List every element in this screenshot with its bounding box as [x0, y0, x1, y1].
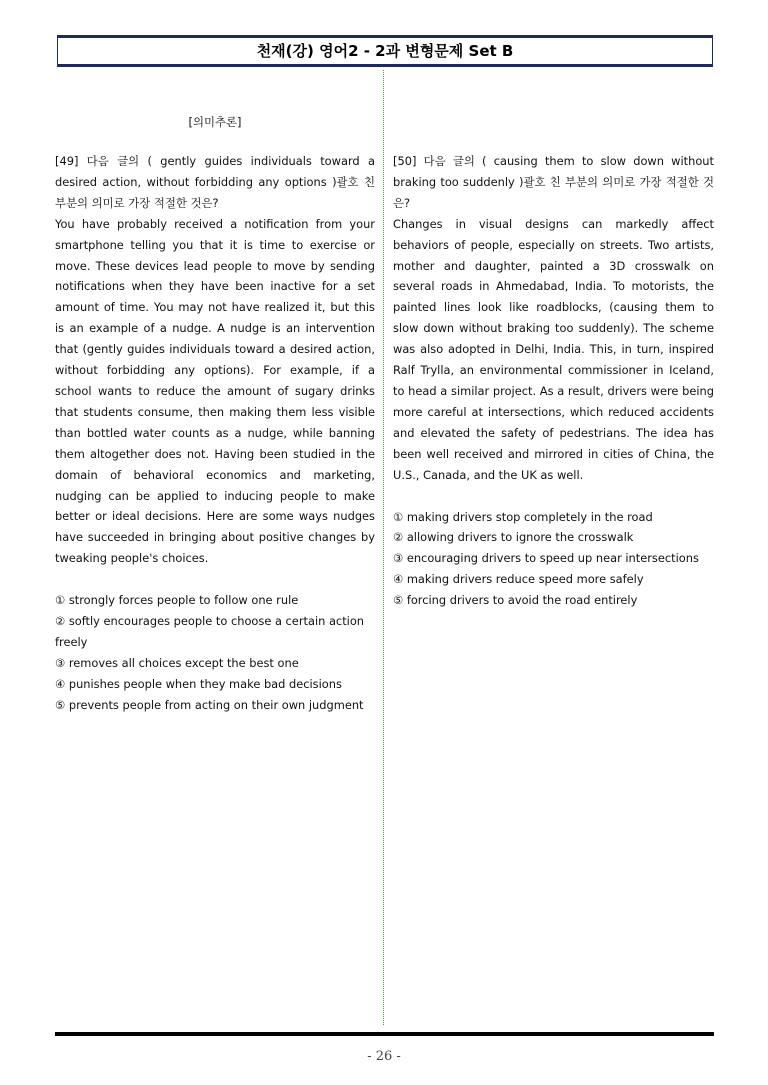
- question-50-option-3: ③ encouraging drivers to speed up near intersections: [393, 551, 699, 566]
- spacer: [55, 569, 375, 590]
- question-50-option-1: ① making drivers stop completely in the road: [393, 509, 653, 524]
- section-label: [의미추론]: [188, 115, 242, 129]
- page-title: 천재(강) 영어2 - 2과 변형문제 Set B: [57, 35, 713, 67]
- question-50-option-2: ② allowing drivers to ignore the crosswalk: [393, 530, 634, 545]
- question-50-passage: Changes in visual designs can markedly affect behaviors of people, especially on streets. Two artists, mother and daughter, painted a 3D crosswalk on several roads in Ahmedabad, India. To motorists, the painted lines look like roadblocks, (causing them to slow down without braking too suddenly). The scheme was also adopted in Delhi, India. This, in turn, inspired Ralf Trylla, an environmental commissioner in Iceland, to head a similar project. As a result, drivers were being more careful at intersections, which reduced accidents and elevated the safety of pedestrians. The idea has been well received and mirrored in cities of China, the U.S., Canada, and the UK as well.: [393, 216, 714, 482]
- footer-rule: [55, 1032, 714, 1036]
- question-49-passage: You have probably received a notification from your smartphone telling you that it is time to exercise or move. These devices lead people to move by sending notifications when they have been inactive for a set amount of time. You may not have realized it, but this is an example of a nudge. A nudge is an intervention that (gently guides individuals toward a desired action, without forbidding any options). For example, if a school wants to reduce the amount of sugary drinks that students consume, then making them less visible than bottled water counts as a nudge, while banning them altogether does not. Having been studied in the domain of behavioral economics and marketing, nudging can be applied to inducing people to make better or ideal decisions. Here are some ways nudges have succeeded in bringing about positive changes by tweaking people's choices.: [55, 216, 375, 566]
- page-number: - 26 -: [367, 1049, 401, 1064]
- question-50-option-5: ⑤ forcing drivers to avoid the road entirely: [393, 593, 638, 608]
- question-49-column: [55, 151, 375, 716]
- question-49-option-2: ② softly encourages people to choose a certain action freely: [55, 614, 365, 649]
- question-49-option-1: ① strongly forces people to follow one rule: [55, 593, 299, 608]
- question-49-option-5: ⑤ prevents people from acting on their own judgment: [55, 697, 364, 712]
- question-50-prompt: [50] 다음 글의 ( causing them to slow down without braking too suddenly )괄호 친 부분의 의미로 가장 적절한 것은?: [393, 154, 714, 210]
- question-50-option-4: ④ making drivers reduce speed more safely: [393, 572, 644, 587]
- question-49-prompt: [49] 다음 글의 ( gently guides individuals toward a desired action, without forbidding any options )괄호 친 부분의 의미로 가장 적절한 것은?: [55, 154, 375, 210]
- column-divider: [383, 70, 384, 1025]
- question-49-option-3: ③ removes all choices except the best one: [55, 655, 299, 670]
- question-50-column: [393, 151, 714, 611]
- question-49-option-4: ④ punishes people when they make bad decisions: [55, 676, 342, 691]
- spacer: [393, 486, 714, 507]
